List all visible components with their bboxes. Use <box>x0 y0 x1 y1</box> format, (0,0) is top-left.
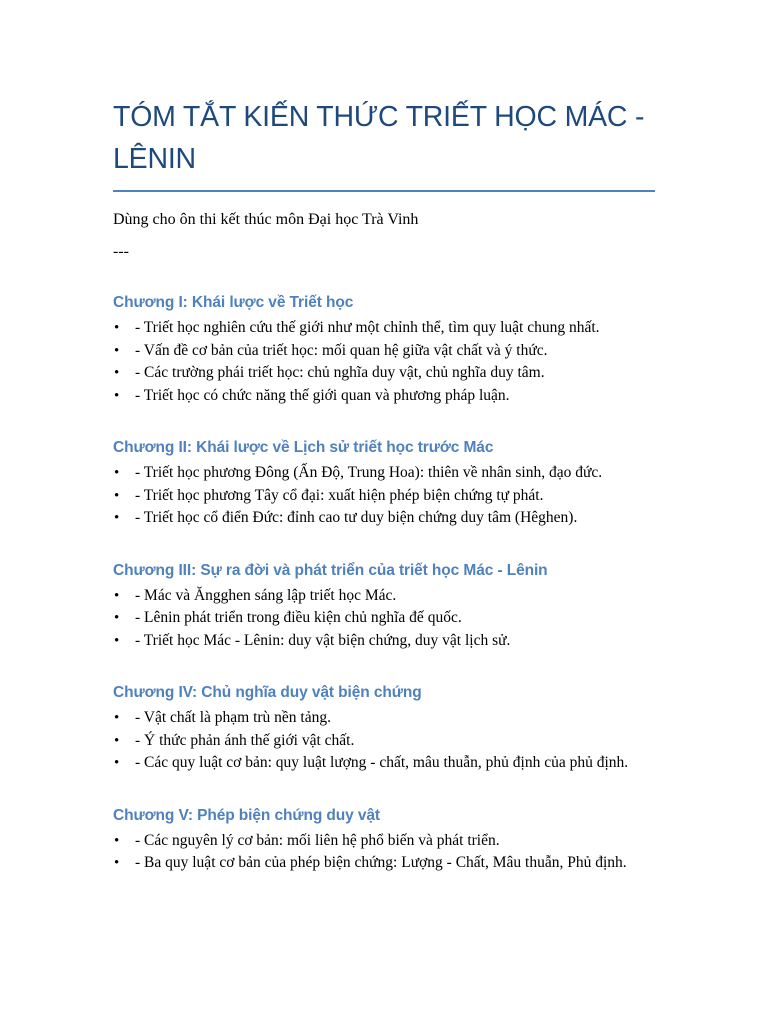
bullet-icon: • <box>114 465 120 481</box>
list-item-text: - Vấn đề cơ bản của triết học: mối quan hệ giữa vật chất và ý thức. <box>135 341 548 359</box>
chapter-section <box>113 683 655 775</box>
bullet-list <box>113 462 655 530</box>
bullet-icon: • <box>114 487 120 504</box>
bullet-icon: • <box>114 365 120 381</box>
list-item-text: - Mác và Ăngghen sáng lập triết học Mác. <box>135 586 397 604</box>
list-item-text: - Các quy luật cơ bản: quy luật lượng - chất, mâu thuẫn, phủ định của phủ định. <box>135 754 629 771</box>
list-item <box>113 607 655 630</box>
bullet-icon: • <box>114 755 120 771</box>
chapter-heading: Chương II: Khái lược về Lịch sử triết học trước Mác <box>113 439 494 456</box>
bullet-icon: • <box>114 587 120 604</box>
bullet-icon: • <box>114 832 120 849</box>
list-item-text: - Triết học cổ điển Đức: đỉnh cao tư duy biện chứng duy tâm (Hêghen). <box>135 509 578 526</box>
list-item <box>113 730 655 753</box>
list-item-text: - Vật chất là phạm trù nền tảng. <box>135 709 331 726</box>
list-item-text: - Triết học phương Đông (Ấn Độ, Trung Hoa): thiên về nhân sinh, đạo đức. <box>135 464 603 481</box>
list-item <box>113 585 655 608</box>
bullet-icon: • <box>114 632 120 649</box>
bullet-list <box>113 585 655 653</box>
bullet-icon: • <box>114 320 120 336</box>
list-item-text: - Các trường phái triết học: chủ nghĩa duy vật, chủ nghĩa duy tâm. <box>135 364 545 381</box>
list-item-text: - Các nguyên lý cơ bản: mối liên hệ phổ biến và phát triển. <box>135 831 500 849</box>
list-item <box>113 630 655 653</box>
document-page <box>113 96 655 875</box>
chapter-heading: Chương IV: Chủ nghĩa duy vật biện chứng <box>113 684 422 701</box>
bullet-icon: • <box>114 710 120 726</box>
list-item <box>113 385 655 408</box>
list-item <box>113 317 655 340</box>
list-item <box>113 707 655 730</box>
chapter-section <box>113 806 655 875</box>
chapter-heading: Chương III: Sự ra đời và phát triển của triết học Mác - Lênin <box>113 561 548 579</box>
bullet-list <box>113 707 655 775</box>
list-item-text: - Lênin phát triển trong điều kiện chủ nghĩa đế quốc. <box>135 609 462 626</box>
chapter-heading: Chương I: Khái lược về Triết học <box>113 294 354 311</box>
bullet-icon: • <box>114 387 120 404</box>
bullet-icon: • <box>114 342 120 359</box>
chapter-section <box>113 561 655 653</box>
list-item <box>113 752 655 775</box>
list-item <box>113 485 655 508</box>
bullet-list <box>113 830 655 875</box>
bullet-icon: • <box>114 510 120 526</box>
list-item-text: - Ba quy luật cơ bản của phép biện chứng: Lượng - Chất, Mâu thuẫn, Phủ định. <box>135 854 627 871</box>
chapter-list <box>113 293 655 875</box>
list-item <box>113 362 655 385</box>
document-subtitle: Dùng cho ôn thi kết thúc môn Đại học Trà Vinh <box>113 211 419 228</box>
list-item-text: - Triết học Mác - Lênin: duy vật biện chứng, duy vật lịch sử. <box>135 631 511 649</box>
list-item-text: - Triết học có chức năng thế giới quan và phương pháp luận. <box>135 386 510 404</box>
bullet-icon: • <box>114 610 120 626</box>
bullet-icon: • <box>114 855 120 871</box>
section-separator: --- <box>113 243 129 260</box>
chapter-section <box>113 438 655 530</box>
document-title: TÓM TẮT KIẾN THỨC TRIẾT HỌC MÁC - LÊNIN <box>113 96 655 192</box>
list-item <box>113 462 655 485</box>
list-item-text: - Triết học nghiên cứu thế giới như một chỉnh thể, tìm quy luật chung nhất. <box>135 319 600 336</box>
bullet-list <box>113 317 655 407</box>
list-item <box>113 830 655 853</box>
chapter-heading: Chương V: Phép biện chứng duy vật <box>113 806 380 824</box>
list-item <box>113 507 655 530</box>
list-item <box>113 340 655 363</box>
list-item-text: - Ý thức phản ánh thế giới vật chất. <box>135 731 355 749</box>
list-item <box>113 852 655 875</box>
bullet-icon: • <box>114 732 120 749</box>
chapter-section <box>113 293 655 407</box>
list-item-text: - Triết học phương Tây cổ đại: xuất hiện phép biện chứng tự phát. <box>135 486 544 504</box>
